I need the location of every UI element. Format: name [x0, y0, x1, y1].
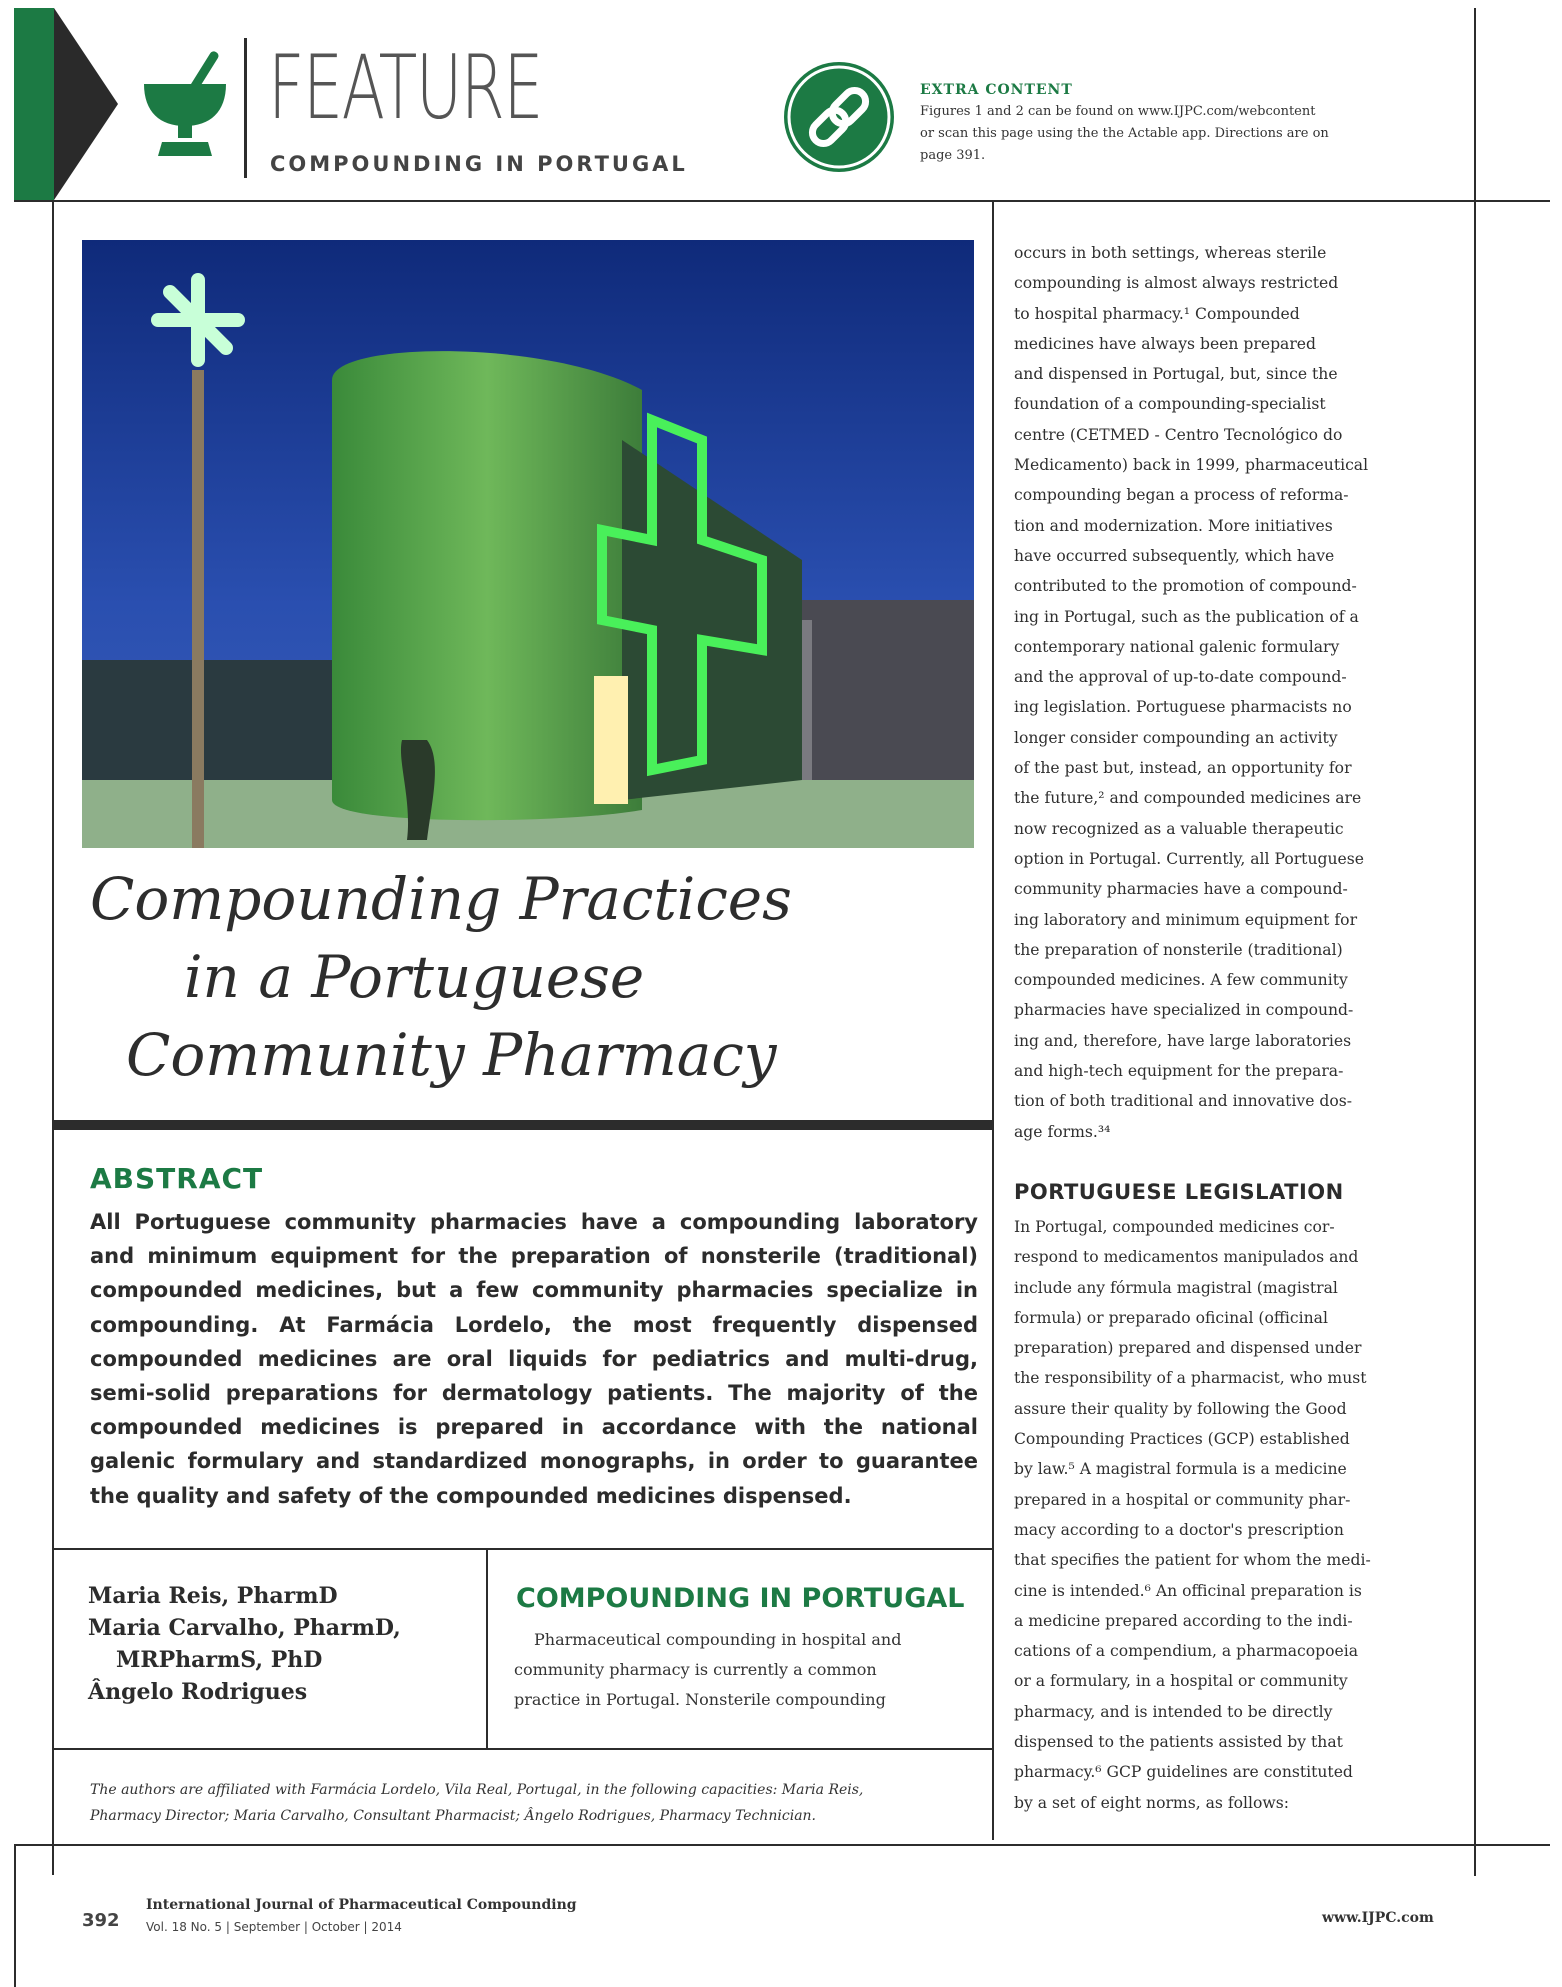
- text-line: pharmacies have specialized in compound-: [1014, 1001, 1354, 1020]
- text-line: compounded medicines. A few community: [1014, 971, 1348, 990]
- text-line: the preparation of nonsterile (traditional): [1014, 940, 1343, 959]
- title-line-2: in a Portuguese: [184, 943, 645, 1011]
- abstract-text: All Portuguese community pharmacies have a compounding laboratory and minimum equipment for the preparation of nonsterile (traditional) compounded medicines, but a few community pharmacies specialize in compounding. At Farmácia Lordelo, the most frequently dispensed compounded medicines are oral liquids for pediatrics and multi-drug, semi-solid preparations for dermatology patients. The majority of the compounded medicines is prepared in accordance with the national galenic formulary and standardized monographs, in order to guarantee the quality and safety of the compounded medicines dispensed.: [90, 1210, 978, 1508]
- title-line-1: Compounding Practices: [90, 865, 792, 933]
- text-line: macy according to a doctor's prescription: [1014, 1520, 1344, 1539]
- affiliation-line: Pharmacy Director; Maria Carvalho, Consultant Pharmacist; Ângelo Rodrigues, Pharmacy Technician.: [90, 1808, 817, 1824]
- text-line: contributed to the promotion of compound-: [1014, 577, 1357, 596]
- text-line: foundation of a compounding-specialist: [1014, 395, 1326, 414]
- text-line: community pharmacies have a compound-: [1014, 880, 1348, 899]
- text-line: ing and, therefore, have large laboratories: [1014, 1031, 1352, 1050]
- affiliation-top-rule: [52, 1748, 994, 1750]
- text-line: cine is intended.⁶ An officinal preparation is: [1014, 1581, 1362, 1600]
- author-line: Maria Carvalho, PharmD,: [88, 1615, 401, 1641]
- text-line: option in Portugal. Currently, all Portuguese: [1014, 849, 1364, 868]
- section-label: COMPOUNDING IN PORTUGAL: [270, 152, 688, 176]
- text-line: preparation) prepared and dispensed under: [1014, 1339, 1362, 1358]
- text-line: and the approval of up-to-date compound-: [1014, 668, 1347, 687]
- text-line: centre (CETMED - Centro Tecnológico do: [1014, 425, 1343, 444]
- text-line: dispensed to the patients assisted by that: [1014, 1733, 1343, 1752]
- compounding-heading: COMPOUNDING IN PORTUGAL: [516, 1583, 965, 1614]
- text-line: cations of a compendium, a pharmacopoeia: [1014, 1642, 1359, 1661]
- right-outer-rule: [1474, 8, 1476, 1876]
- header-divider: [244, 38, 247, 178]
- text-line: medicines have always been prepared: [1014, 334, 1317, 353]
- right-column-text: [1014, 238, 1464, 1147]
- text-line: compounding is almost always restricted: [1014, 274, 1339, 293]
- text-line: include any fórmula magistral (magistral: [1014, 1278, 1338, 1297]
- issue-info: Vol. 18 No. 5 | September | October | 2014: [146, 1920, 402, 1934]
- extra-content-text: Figures 1 and 2 can be found on www.IJPC.com/webcontent or scan this page using the the Actable app. Directions are on page 391.: [920, 104, 1329, 163]
- text-line: community pharmacy is currently a common: [514, 1660, 877, 1679]
- text-line: by law.⁵ A magistral formula is a medicine: [1014, 1460, 1347, 1479]
- header-arrow: [54, 8, 118, 200]
- text-line: and dispensed in Portugal, but, since the: [1014, 365, 1338, 384]
- page-number: 392: [82, 1910, 120, 1931]
- text-line: now recognized as a valuable therapeutic: [1014, 819, 1344, 838]
- text-line: pharmacy, and is intended to be directly: [1014, 1702, 1333, 1721]
- text-line: that specifies the patient for whom the medi-: [1014, 1551, 1371, 1570]
- author-list: [88, 1580, 401, 1708]
- left-page-edge: [14, 1846, 16, 1987]
- text-line: of the past but, instead, an opportunity for: [1014, 759, 1352, 778]
- text-line: occurs in both settings, whereas sterile: [1014, 244, 1327, 262]
- author-affiliation: [90, 1777, 978, 1829]
- article-title: [90, 860, 792, 1094]
- text-line: longer consider compounding an activity: [1014, 728, 1338, 747]
- text-line: Medicamento) back in 1999, pharmaceutical: [1014, 456, 1369, 475]
- title-line-3: Community Pharmacy: [126, 1021, 777, 1089]
- mortar-pestle-icon: [140, 46, 230, 158]
- text-line: and high-tech equipment for the prepara-: [1014, 1062, 1344, 1081]
- text-line: a medicine prepared according to the indi-: [1014, 1611, 1353, 1630]
- compounding-intro: [514, 1625, 974, 1715]
- legislation-heading: PORTUGUESE LEGISLATION: [1014, 1180, 1344, 1204]
- text-line: contemporary national galenic formulary: [1014, 637, 1340, 656]
- text-line: Pharmaceutical compounding in hospital and: [534, 1630, 902, 1649]
- pharmacy-photo: [82, 240, 974, 848]
- header-bottom-rule: [14, 200, 1550, 202]
- footer-top-rule: [14, 1844, 1550, 1846]
- author-box-divider: [486, 1548, 488, 1748]
- header-green-bar: [14, 8, 54, 200]
- author-line: Maria Reis, PharmD: [88, 1583, 338, 1609]
- abstract-heading: ABSTRACT: [90, 1162, 264, 1195]
- author-line: Ângelo Rodrigues: [88, 1679, 308, 1705]
- link-chain-icon: [784, 62, 894, 172]
- text-line: ing legislation. Portuguese pharmacists no: [1014, 698, 1352, 717]
- text-line: respond to medicamentos manipulados and: [1014, 1248, 1359, 1267]
- text-line: have occurred subsequently, which have: [1014, 546, 1335, 565]
- abstract-bottom-rule: [52, 1548, 994, 1550]
- text-line: assure their quality by following the Good: [1014, 1399, 1347, 1418]
- text-line: compounding began a process of reforma-: [1014, 486, 1349, 505]
- left-frame-rule: [52, 200, 54, 1875]
- text-line: ing in Portugal, such as the publication of a: [1014, 607, 1359, 626]
- legislation-text: [1014, 1212, 1464, 1818]
- text-line: tion and modernization. More initiatives: [1014, 516, 1333, 535]
- text-line: to hospital pharmacy.¹ Compounded: [1014, 304, 1300, 323]
- title-thick-rule: [52, 1120, 994, 1130]
- text-line: the responsibility of a pharmacist, who must: [1014, 1369, 1367, 1388]
- text-line: formula) or preparado oficinal (officinal: [1014, 1308, 1328, 1327]
- feature-label: FEATURE: [268, 36, 542, 139]
- text-line: ing laboratory and minimum equipment for: [1014, 910, 1358, 929]
- text-line: the future,² and compounded medicines are: [1014, 789, 1362, 808]
- text-line: In Portugal, compounded medicines cor-: [1014, 1218, 1335, 1236]
- journal-name: International Journal of Pharmaceutical Compounding: [146, 1897, 577, 1913]
- website-link[interactable]: www.IJPC.com: [1322, 1910, 1434, 1926]
- text-line: Compounding Practices (GCP) established: [1014, 1430, 1350, 1449]
- affiliation-line: The authors are affiliated with Farmácia Lordelo, Vila Real, Portugal, in the following capacities: Maria Reis,: [90, 1782, 864, 1798]
- extra-content-title: EXTRA CONTENT: [920, 82, 1073, 98]
- text-line: pharmacy.⁶ GCP guidelines are constituted: [1014, 1763, 1353, 1782]
- text-line: practice in Portugal. Nonsterile compounding: [514, 1690, 886, 1709]
- text-line: or a formulary, in a hospital or community: [1014, 1672, 1348, 1691]
- text-line: by a set of eight norms, as follows:: [1014, 1793, 1290, 1812]
- author-line: MRPharmS, PhD: [116, 1647, 323, 1673]
- text-line: prepared in a hospital or community phar-: [1014, 1490, 1351, 1509]
- column-divider: [992, 200, 994, 1840]
- text-line: tion of both traditional and innovative dos-: [1014, 1092, 1353, 1111]
- extra-content-badge: [784, 62, 894, 172]
- text-line: age forms.³⁴: [1014, 1122, 1111, 1141]
